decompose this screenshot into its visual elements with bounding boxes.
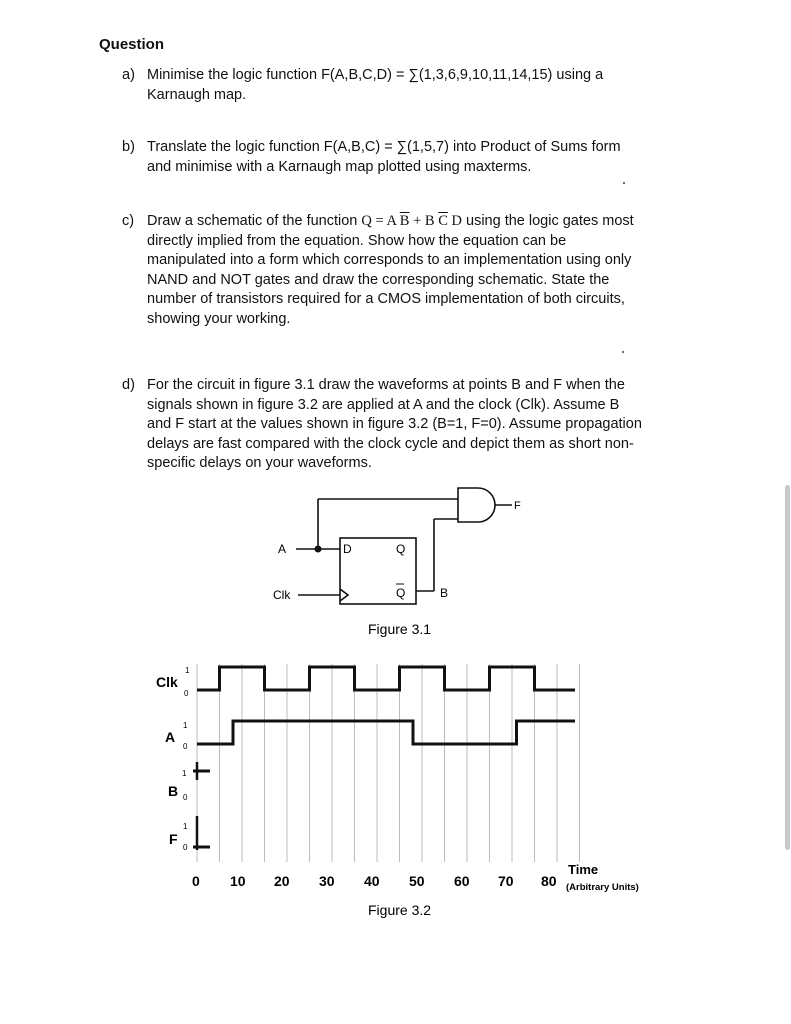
label-q: Q: [396, 542, 406, 556]
x-tick-10: 10: [230, 873, 246, 889]
x-tick-50: 50: [409, 873, 425, 889]
label-b: B: [440, 586, 449, 600]
x-tick-20: 20: [274, 873, 290, 889]
part-d-label: d): [122, 377, 135, 393]
junction-dot: [315, 546, 322, 553]
part-b-line2: and minimise with a Karnaugh map plotted using maxterms.: [147, 158, 532, 175]
a-waveform: [197, 721, 575, 744]
signal-label-b: B: [168, 783, 179, 799]
timing-grid: [197, 664, 580, 862]
figure-3-2-caption: Figure 3.2: [368, 902, 432, 918]
signal-label-f: F: [169, 831, 178, 847]
part-d-line5: specific delays on your waveforms.: [147, 455, 372, 471]
part-d-line1: For the circuit in figure 3.1 draw the waveforms at points B and F when the: [147, 377, 625, 393]
time-label: Time: [568, 862, 599, 877]
part-c-line3: manipulated into a form which corresponds to an implementation using only: [147, 252, 632, 268]
figure-3-1-circuit: [0, 480, 791, 645]
figure-3-1-caption: Figure 3.1: [368, 621, 432, 637]
part-d: [122, 376, 692, 474]
a-level-high: 1: [183, 721, 188, 730]
label-qbar: Q: [396, 586, 406, 600]
figure-3-2-timing: [0, 650, 791, 930]
part-c-line4: NAND and NOT gates and draw the corresponding schematic. State the: [147, 271, 610, 288]
part-c-line6: showing your working.: [147, 310, 291, 327]
equation: Q = A $\overline{B} + B$ $\overline{C}$ D: [361, 213, 462, 229]
signal-label-clk: Clk: [156, 674, 178, 690]
clk-waveform: [197, 667, 575, 690]
clk-level-high: 1: [185, 666, 190, 675]
time-units: (Arbitrary Units): [566, 882, 639, 893]
x-tick-30: 30: [319, 873, 335, 889]
label-a: A: [278, 542, 287, 556]
part-b-line1: Translate the logic function F(A,B,C) = ∑(1,5,7) into Product of Sums form: [147, 139, 621, 155]
b-level-high: 1: [182, 769, 187, 778]
clock-triangle: [340, 589, 348, 601]
part-b-label: b): [122, 139, 135, 155]
part-c: [122, 212, 692, 329]
part-b: [122, 138, 692, 177]
a-level-low: 0: [183, 742, 188, 751]
part-a: [122, 66, 692, 105]
x-tick-80: 80: [541, 873, 557, 889]
question-heading: Question: [99, 36, 165, 53]
x-tick-40: 40: [364, 873, 380, 889]
part-c-line1: Draw a schematic of the function Q = A $\overline{B} + B$ $\overline{C}$ D using the logic gates most: [147, 213, 634, 229]
part-d-line3: and F start at the values shown in figure 3.2 (B=1, F=0). Assume propagation: [147, 416, 642, 432]
x-tick-0: 0: [192, 873, 200, 889]
signal-label-a: A: [165, 729, 176, 745]
stray-dot: [623, 182, 625, 184]
part-a-line2: Karnaugh map.: [147, 86, 247, 103]
part-c-line5: number of transistors required for a CMOS implementation of both circuits,: [147, 291, 625, 307]
part-d-line4: delays are fast compared with the clock cycle and depict them as short non-: [147, 435, 634, 452]
part-d-line2: signals shown in figure 3.2 are applied at A and the clock (Clk). Assume B: [147, 396, 620, 413]
x-tick-60: 60: [454, 873, 470, 889]
and-gate: [458, 488, 495, 522]
part-a-label: a): [122, 67, 135, 83]
label-clk: Clk: [273, 588, 291, 602]
part-c-line2: directly implied from the equation. Show how the equation can be: [147, 232, 567, 249]
label-f: F: [514, 500, 521, 512]
f-level-low: 0: [183, 843, 188, 852]
label-d: D: [343, 542, 352, 556]
clk-level-low: 0: [184, 689, 189, 698]
scrollbar[interactable]: [785, 485, 790, 850]
part-c-label: c): [122, 213, 135, 229]
b-level-low: 0: [183, 793, 188, 802]
f-level-high: 1: [183, 822, 188, 831]
part-a-line1: Minimise the logic function F(A,B,C,D) = ∑(1,3,6,9,10,11,14,15) using a: [147, 67, 604, 83]
stray-dot: [622, 351, 624, 353]
x-tick-70: 70: [498, 873, 514, 889]
timing-waves: [193, 667, 575, 850]
